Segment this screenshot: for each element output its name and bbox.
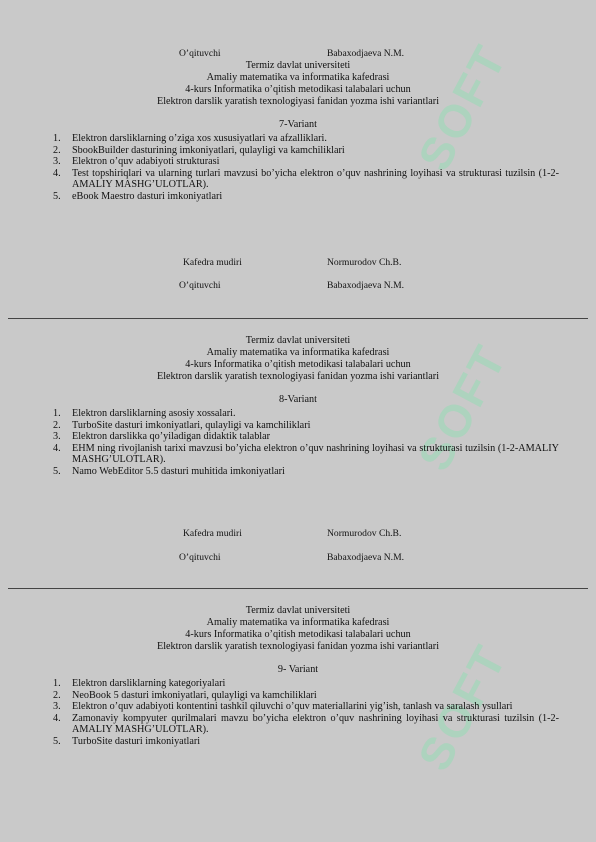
header-subject: Elektron darslik yaratish texnologiyasi fanidan yozma ishi variantlari <box>156 641 440 652</box>
list-item: 4. Test topshiriqlari va ularning turlari mavzusi bo’yicha elektron o’quv nashrining loyihasi va strukturasi tuzilsin (1-2-AMALIY MASHG’ULOTLAR). <box>53 167 559 191</box>
document-page: SOFT SOFT SOFT O’qituvchi Babaxodjaeva N.M. Termiz davlat universiteti Amaliy matematika va informatika kafedrasi 4-kurs Informatika o’qitish metodikasi talabalari uchun Elektron darslik yaratish texnologiyasi fanidan yozma ishi variantlari 7-Variant 1. Elektron darsliklarning o’ziga xos xususiyatlari va afzalliklari. 2. SbookBuilder dasturining imkoniyatlari, qulayligi va kamchiliklari 3. Elektron o’quv adabiyoti strukturasi 4. Test topshiriqlari va ularning turlari mavzusi bo’yicha elektron o’quv nashrining loyihasi va strukturasi tuzilsin (1-2-AMALIY MASHG’ULOTLAR). 5. eBook Maestro dasturi imkoniyatlari Kafedra mudiri Normurodov Ch.B. O’qituvchi Babaxodjaeva N.M. Termiz davlat universiteti Amaliy matematika va informatika kafedrasi 4-kurs Informatika o’qitish metodikasi talabalari uchun Elektron darslik yaratish texnologiyasi fanidan yozma ishi variantlari 8-Variant 1. Elektron darsliklarning asosiy xossalari. 2. TurboSite dasturi imkoniyatlari, qulayligi va kamchiliklari 3. Elektron darslikka qo’yiladigan didaktik talablar 4. EHM ning rivojlanish tarixi mavzusi bo’yicha elektron o’quv nashrining loyihasi va strukturasi tuzilsin (1-2-AMALIY MASHG’ULOTLAR). 5. Namo WebEditor 5.5 dasturi muhitida imkoniyatlari Kafedra mudiri Normurodov Ch.B. O’qituvchi Babaxodjaeva N.M. Termiz davlat universiteti Amaliy matematika va informatika kafedrasi 4-kurs Informatika o’qitish metodikasi talabalari uchun Elektron darslik yaratish texnologiyasi fanidan yozma ishi variantlari 9- Variant 1. Elektron darsliklarning kategoriyalari 2. NeoBook 5 dasturi imkoniyatlari, qulayligi va kamchiliklari 3. Elektron o’quv adabiyoti kontentini tashkil qiluvchi o’quv materiallarini yig’ish, tanlash va saralash ysullari 4. Zamonaviy kompyuter qurilmalari mavzu bo’yicha elektron o’quv nashrining loyihasi va strukturasi tuzilsin (1-2-AMALIY MASHG’ULOTLAR). 5. TurboSite dasturi imkoniyatlari <box>0 0 596 842</box>
watermark: SOFT <box>407 335 517 479</box>
watermark: SOFT <box>407 635 517 779</box>
header-department: Amaliy matematika va informatika kafedrasi <box>206 617 390 628</box>
header-course: 4-kurs Informatika o’qitish metodikasi talabalari uchun <box>185 359 411 370</box>
variant-block-7 <box>0 60 596 203</box>
task-list <box>0 678 596 748</box>
list-item: 1. Elektron darsliklarning kategoriyalari <box>53 678 226 689</box>
variant-title: 7-Variant <box>279 119 317 130</box>
list-item: 1. Elektron darsliklarning o’ziga xos xususiyatlari va afzalliklari. <box>53 133 327 144</box>
list-item: 2. SbookBuilder dasturining imkoniyatlari, qulayligi va kamchiliklari <box>53 144 345 156</box>
variant-block-9 <box>0 605 596 748</box>
watermark: SOFT <box>407 35 517 179</box>
variant-title: 8-Variant <box>279 394 317 405</box>
document-header <box>0 60 596 108</box>
list-item: 5. eBook Maestro dasturi imkoniyatlari <box>53 190 223 202</box>
list-item: 3. Elektron darslikka qo’yiladigan didaktik talablar <box>53 431 271 443</box>
list-item: 5. Namo WebEditor 5.5 dasturi muhitida imkoniyatlari <box>53 465 285 477</box>
header-subject: Elektron darslik yaratish texnologiyasi fanidan yozma ishi variantlari <box>156 371 440 382</box>
header-department: Amaliy matematika va informatika kafedrasi <box>206 347 390 358</box>
header-university: Termiz davlat universiteti <box>245 60 351 71</box>
header-department: Amaliy matematika va informatika kafedrasi <box>206 72 390 83</box>
list-item: 3. Elektron o’quv adabiyoti kontentini tashkil qiluvchi o’quv materiallarini yig’ish, tanlash va saralash ysullari <box>53 701 513 713</box>
document-header <box>0 605 596 653</box>
header-university: Termiz davlat universiteti <box>245 605 351 616</box>
header-university: Termiz davlat universiteti <box>245 335 351 346</box>
task-list <box>0 408 596 478</box>
section-divider <box>8 318 588 319</box>
section-divider <box>8 588 588 589</box>
signature-role: O’qituvchi <box>179 48 221 59</box>
list-item: 2. TurboSite dasturi imkoniyatlari, qulayligi va kamchiliklari <box>53 419 311 431</box>
list-item: 2. NeoBook 5 dasturi imkoniyatlari, qulayligi va kamchiliklari <box>53 689 317 701</box>
variant-block-8 <box>0 335 596 478</box>
list-item: 4. EHM ning rivojlanish tarixi mavzusi bo’yicha elektron o’quv nashrining loyihasi va strukturasi tuzilsin (1-2-AMALIY MASHG’ULOTLAR). <box>53 442 559 466</box>
header-course: 4-kurs Informatika o’qitish metodikasi talabalari uchun <box>185 629 411 640</box>
list-item: 5. TurboSite dasturi imkoniyatlari <box>53 735 201 747</box>
list-item: 4. Zamonaviy kompyuter qurilmalari mavzu bo’yicha elektron o’quv nashrining loyihasi va strukturasi tuzilsin (1-2-AMALIY MASHG’ULOTLAR). <box>53 712 559 736</box>
variant-title: 9- Variant <box>277 664 319 675</box>
list-item: 3. Elektron o’quv adabiyoti strukturasi <box>53 156 220 168</box>
signature-name: Babaxodjaeva N.M. <box>327 48 404 59</box>
list-item: 1. Elektron darsliklarning asosiy xossalari. <box>53 408 236 419</box>
task-list <box>0 133 596 203</box>
document-header <box>0 335 596 383</box>
header-course: 4-kurs Informatika o’qitish metodikasi talabalari uchun <box>185 84 411 95</box>
header-subject: Elektron darslik yaratish texnologiyasi fanidan yozma ishi variantlari <box>156 96 440 107</box>
